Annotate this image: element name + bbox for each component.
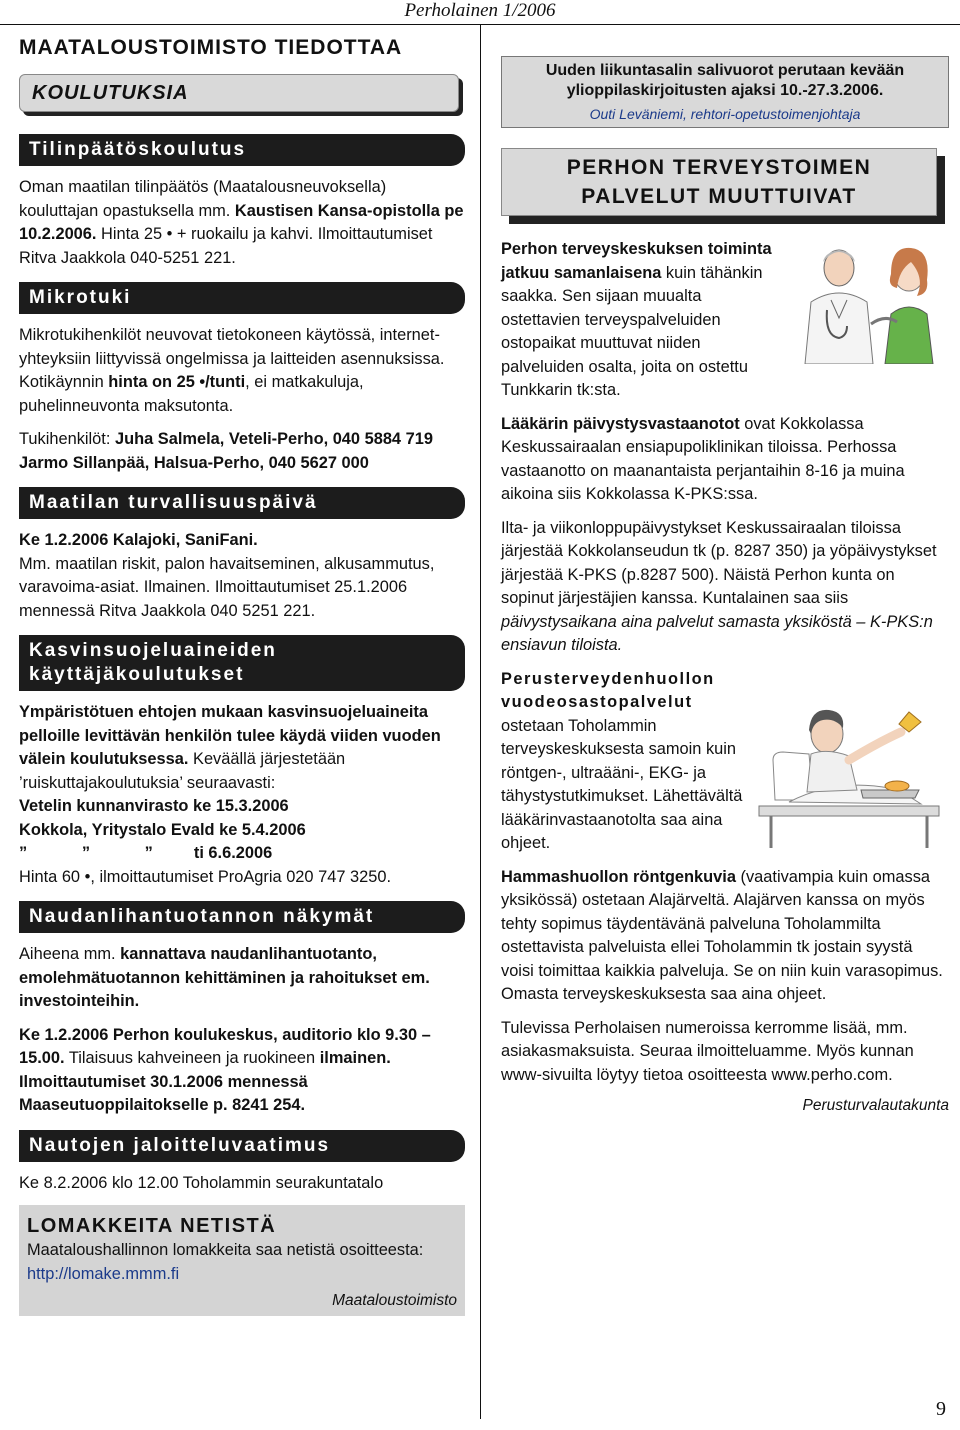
heading-naudanliha: Naudanlihantuotannon näkymät [19,901,465,933]
text-run-bold: Hammashuollon röntgenkuvia [501,867,736,886]
notice-author: Outi Leväniemi, rehtori-opetustoimenjohtaja [589,106,861,122]
kasvinsuojelu-text [19,701,465,889]
text-run-bold: Perusterveydenhuollon vuodeosastopalvelut [501,669,715,711]
text-run-bold: Kokkola, Yritystalo Evald ke 5.4.2006 [19,820,306,839]
lomake-link[interactable]: http://lomake.mmm.fi [27,1264,180,1283]
right-column [501,56,949,1115]
text-run-bold: Kaustisen Kansa-opistolla pe 10.2.2006. [19,201,464,243]
text-run: Keväällä järjestetään ’ruiskuttajakoulutuksia’ seuraavasti: [19,750,346,792]
text-run: Tukihenkilöt: [19,430,115,448]
paragraph-3 [501,517,949,658]
paragraph-2 [501,413,949,507]
text-run-italic: päivystysaikana aina palvelut samasta yksiköstä – K-PKS:n ensiavun tiloista. [501,612,933,654]
heading-tilinpaatos: Tilinpäätöskoulutus [19,134,465,166]
notice-title: Uuden liikuntasalin salivuorot perutaan kevään ylioppilaskirjoitusten ajaksi 10.-27.3.2006. [545,62,905,99]
naudanliha-text [19,943,465,1014]
left-column [19,34,465,1316]
paragraph-6: Tulevissa Perholaisen numeroissa kerromme lisää, mm. asiakasmaksuista. Seuraa ilmoitteluamme. Myös kunnan www-sivuilta löytyy tietoa osoitteesta www.perho.com. [501,1018,914,1084]
text-run: (vaativampia kuin omassa yksikössä) ostetaan Alajärveltä. Alajärven kanssa on myös tehty sopimus täydentävänä palveluna Toholammilta ostettavista palveluista ellei Toholammin tk jostain syystä voisi toimittaa kaikkia palveluja. Se on niin kuin varasopimus. Omasta terveyskeskuksesta saa aina ohjeet. [501,867,943,1003]
turvallisuus-text [19,529,465,623]
text-run: Maataloushallinnon lomakkeita saa netistä osoitteesta: [27,1241,424,1259]
signature-maataloustoimisto: Maataloustoimisto [332,1292,457,1309]
tilinpaatos-text [19,176,465,270]
text-run: Oman maatilan tilinpäätös (Maatalousneuvoksella) kouluttajan opastuksella mm. [19,178,387,220]
text-run-bold: Perhon terveyskeskuksen toiminta jatkuu samanlaisena [501,240,772,282]
text-run-bold: hinta on 25 •/tunti [108,373,246,391]
text-run-bold: Ympäristötuen ehtojen mukaan kasvinsuojeluaineita pelloille levittävän henkilön tulee käydä viiden vuoden välein koulutuksessa. [19,703,441,768]
mikrotuki-contacts [19,428,465,475]
text-run: ovat Kokkolassa Keskussairaalan ensiapupoliklinikan tiloissa. Perhossa vastaanotto on maanantaista perjantaihin 8-16 ja muina aikoina siis Kokkolassa K-PKS:ssa. [501,414,905,503]
section-koulutuksia: KOULUTUKSIA [19,74,459,112]
naudanliha-event [19,1024,465,1118]
contact-sillanpaa: Jarmo Sillanpää, Halsua-Perho, 040 5627 000 [19,453,369,472]
lomakkeet-box [19,1205,465,1316]
heading-nautojen: Nautojen jaloitteluvaatimus [19,1130,465,1162]
notice-box [501,56,949,128]
patient-illustration [749,672,949,848]
text-run: Mm. maatilan riskit, palon havaitseminen, alkusammutus, varavoima-asiat. Ilmainen. Ilmoittautumiset 25.1.2006 mennessä Ritva Jaakkola 040 5251 221. [19,554,435,620]
terveystoimi-title: PERHON TERVEYSTOIMEN PALVELUT MUUTTUIVAT [501,148,937,216]
heading-mikrotuki: Mikrotuki [19,282,465,314]
text-run: Aiheena mm. [19,945,121,963]
article-body [501,238,949,1115]
text-run-bold: ” ” ” ti 6.6.2006 [19,844,273,862]
text-run-bold: Ke 1.2.2006 Kalajoki, SaniFani. [19,531,258,549]
text-run-bold: Lääkärin päivystysvastaanotot [501,414,740,433]
text-run-bold: ilmainen. Ilmoittautumiset 30.1.2006 mennessä Maaseutuoppilaitokselle p. 8241 254. [19,1049,391,1114]
text-run-bold: Vetelin kunnanvirasto ke 15.3.2006 [19,797,289,815]
lomakkeet-text [27,1239,457,1286]
text-run: Mikrotukihenkilöt neuvovat tietokoneen käytössä, internet-yhteyksiin liittyvissä ongelmissa ja laitteiden asennuksissa. Kotikäynnin [19,326,445,391]
lomakkeet-title: LOMAKKEITA NETISTÄ [27,1215,277,1237]
heading-kasvinsuojelu: Kasvinsuojeluaineiden käyttäjäkoulutukset [19,635,465,691]
mikrotuki-text [19,324,465,418]
column-divider [480,24,481,1419]
text-run: ostetaan Toholammin terveyskeskuksesta samoin kuin röntgen-, ultraääni-, EKG- ja tähystystutkimukset. Lähettävältä lääkärinvastaanotolta saa aina ohjeet. [501,716,743,852]
text-run: Hinta 60 •, ilmoittautumiset ProAgria 020 747 3250. [19,867,392,886]
signature-perusturvalautakunta: Perusturvalautakunta [802,1097,949,1114]
text-run: Hinta 25 • + ruokailu ja kahvi. Ilmoittautumiset Ritva Jaakkola 040-5251 221. [19,225,433,267]
text-run: kuin tähänkin saakka. Sen sijaan muualta ostettavien terveyspalveluiden ostopaikat muuttuvat niiden palveluiden osalta, joita on ostettu Tunkkarin tk:sta. [501,263,763,399]
text-run-bold: kannattava naudanlihantuotanto, emolehmätuotannon kehittäminen ja rahoitukset em. investointeihin. [19,945,430,1010]
text-run: Ilta- ja viikonloppupäivystykset Keskussairaalan tiloissa järjestää Kokkolanseudun tk (p. 8287 350) ja yöpäivystykset järjestää K-PKS (p.8287 500). Näistä Perhon kunta on sopinut järjestäjien kanssa. Kuntalainen saa siis [501,518,937,607]
text-run: , ei matkakuluja, puhelinneuvonta maksutonta. [19,373,364,415]
paragraph-5 [501,866,949,1007]
page-header: Perholainen 1/2006 [404,0,556,21]
main-title: MAATALOUSTOIMISTO TIEDOTTAA [19,36,403,59]
heading-turvallisuus: Maatilan turvallisuuspäivä [19,487,465,519]
doctor-illustration [787,240,949,364]
text-run-bold: Ke 1.2.2006 Perhon koulukeskus, auditorio klo 9.30 – 15.00. [19,1025,431,1067]
contact-salmela: Juha Salmela, Veteli-Perho, 040 5884 719 [114,430,433,448]
nautojen-text: Ke 8.2.2006 klo 12.00 Toholammin seurakuntatalo [19,1173,384,1192]
text-run: Tilaisuus kahveineen ja ruokineen [64,1049,320,1067]
page-number: 9 [936,1398,946,1420]
